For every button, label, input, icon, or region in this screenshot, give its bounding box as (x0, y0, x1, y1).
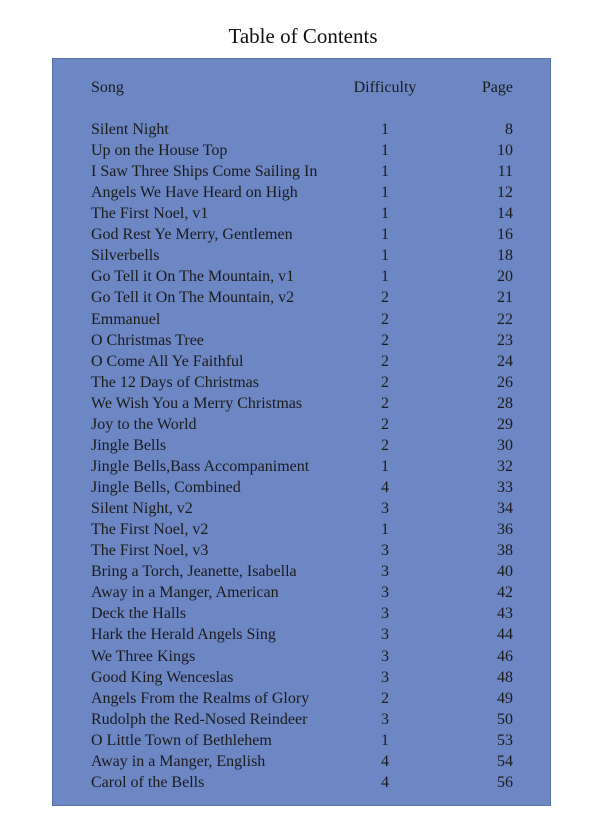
page-number: 23 (497, 331, 513, 349)
difficulty-value: 1 (381, 521, 389, 539)
page-number: 50 (497, 710, 513, 728)
song-title: Joy to the World (91, 415, 197, 433)
table-row (53, 477, 550, 498)
difficulty-value: 4 (381, 773, 389, 791)
difficulty-value: 2 (381, 352, 389, 370)
page-number: 34 (497, 500, 513, 518)
page-number: 32 (497, 457, 513, 475)
table-row (53, 372, 550, 393)
table-row (53, 456, 550, 477)
song-title: The First Noel, v1 (91, 205, 209, 223)
table-row (53, 646, 550, 667)
song-title: Silent Night, v2 (91, 500, 193, 518)
song-title: O Little Town of Bethlehem (91, 731, 272, 749)
table-row (53, 203, 550, 224)
song-title: Go Tell it On The Mountain, v2 (91, 289, 295, 307)
song-title: Up on the House Top (91, 142, 228, 160)
table-row (53, 709, 550, 730)
difficulty-value: 3 (381, 647, 389, 665)
song-title: The First Noel, v2 (91, 521, 209, 539)
difficulty-value: 1 (381, 268, 389, 286)
table-row (53, 540, 550, 561)
page-number: 29 (497, 415, 513, 433)
song-title: The First Noel, v3 (91, 542, 209, 560)
song-title: Rudolph the Red-Nosed Reindeer (91, 710, 308, 728)
table-row (53, 224, 550, 245)
page-number: 48 (497, 668, 513, 686)
page-number: 44 (497, 626, 513, 644)
table-row (53, 161, 550, 182)
page-number: 43 (497, 605, 513, 623)
difficulty-value: 2 (381, 331, 389, 349)
song-title: Jingle Bells, Combined (91, 479, 241, 497)
table-row (53, 772, 550, 793)
table-row (53, 414, 550, 435)
difficulty-value: 2 (381, 289, 389, 307)
table-row (53, 287, 550, 308)
song-title: Away in a Manger, English (91, 752, 266, 770)
page-number: 24 (497, 352, 513, 370)
page-number: 8 (505, 121, 513, 138)
page-number: 36 (497, 521, 513, 539)
difficulty-value: 3 (381, 668, 389, 686)
table-row (53, 435, 550, 456)
table-row (53, 688, 550, 709)
table-row (53, 730, 550, 751)
page-number: 12 (497, 184, 513, 202)
song-title: We Three Kings (91, 647, 196, 665)
table-row (53, 309, 550, 330)
difficulty-value: 4 (381, 752, 389, 770)
difficulty-value: 3 (381, 500, 389, 518)
song-title: Hark the Herald Angels Sing (91, 626, 276, 644)
difficulty-value: 1 (381, 184, 389, 202)
difficulty-value: 3 (381, 626, 389, 644)
page-number: 54 (497, 752, 513, 770)
difficulty-value: 3 (381, 710, 389, 728)
song-title: Jingle Bells,Bass Accompaniment (91, 457, 310, 475)
song-title: Silverbells (91, 247, 160, 265)
difficulty-value: 1 (381, 121, 389, 138)
difficulty-value: 3 (381, 584, 389, 602)
page-number: 11 (497, 163, 513, 181)
difficulty-value: 2 (381, 394, 389, 412)
table-row (53, 498, 550, 519)
difficulty-value: 3 (381, 542, 389, 560)
table-row (53, 182, 550, 203)
song-title: Go Tell it On The Mountain, v1 (91, 268, 295, 286)
page-column-header: Page (481, 79, 513, 96)
song-column-header: Song (91, 79, 124, 96)
song-title: I Saw Three Ships Come Sailing In (91, 163, 318, 181)
difficulty-value: 1 (381, 457, 389, 475)
difficulty-value: 1 (381, 226, 389, 244)
page-number: 38 (497, 542, 513, 560)
table-row (53, 519, 550, 540)
table-row (53, 582, 550, 603)
table-row (53, 561, 550, 582)
song-title: O Christmas Tree (91, 331, 204, 349)
song-title: Away in a Manger, American (91, 584, 279, 602)
difficulty-value: 2 (381, 415, 389, 433)
page-number: 22 (497, 310, 513, 328)
difficulty-value: 3 (381, 605, 389, 623)
difficulty-value: 1 (381, 163, 389, 181)
page-number: 26 (497, 373, 513, 391)
page-number: 14 (497, 205, 513, 223)
page-number: 33 (497, 479, 513, 497)
song-title: Emmanuel (91, 310, 161, 328)
difficulty-value: 2 (381, 310, 389, 328)
difficulty-value: 2 (381, 436, 389, 454)
page-number: 28 (497, 394, 513, 412)
difficulty-value: 3 (381, 563, 389, 581)
page-title: Table of Contents (228, 24, 378, 48)
difficulty-value: 2 (381, 689, 389, 707)
song-title: Jingle Bells (91, 436, 167, 454)
song-title: Silent Night (91, 121, 169, 138)
page-number: 21 (497, 289, 513, 307)
page-number: 18 (497, 247, 513, 265)
difficulty-value: 4 (381, 479, 389, 497)
page-number: 42 (497, 584, 513, 602)
contents-table (52, 58, 551, 806)
song-title: Angels We Have Heard on High (91, 184, 298, 202)
table-row (53, 330, 550, 351)
table-row (53, 393, 550, 414)
table-row (53, 603, 550, 624)
table-row (53, 624, 550, 645)
page-number: 53 (497, 731, 513, 749)
page-number: 16 (497, 226, 513, 244)
table-row (53, 751, 550, 772)
song-title: God Rest Ye Merry, Gentlemen (91, 226, 293, 244)
difficulty-value: 1 (381, 731, 389, 749)
page-number: 56 (497, 773, 513, 791)
table-row (53, 119, 550, 140)
song-title: Good King Wenceslas (91, 668, 234, 686)
difficulty-value: 1 (381, 205, 389, 223)
difficulty-column-header: Difficulty (353, 79, 417, 96)
table-header (53, 77, 550, 98)
table-row (53, 351, 550, 372)
page-number: 46 (497, 647, 513, 665)
song-title: Deck the Halls (91, 605, 187, 623)
song-title: Carol of the Bells (91, 773, 205, 791)
page-number: 49 (497, 689, 513, 707)
song-title: The 12 Days of Christmas (91, 373, 259, 391)
page-number: 40 (497, 563, 513, 581)
table-row (53, 667, 550, 688)
difficulty-value: 1 (381, 247, 389, 265)
page-number: 20 (497, 268, 513, 286)
song-title: We Wish You a Merry Christmas (91, 394, 303, 412)
song-title: Bring a Torch, Jeanette, Isabella (91, 563, 297, 581)
page-number: 30 (497, 436, 513, 454)
page-number: 10 (497, 142, 513, 160)
table-row (53, 266, 550, 287)
song-title: Angels From the Realms of Glory (91, 689, 310, 707)
table-row (53, 245, 550, 266)
difficulty-value: 1 (381, 142, 389, 160)
table-row (53, 140, 550, 161)
difficulty-value: 2 (381, 373, 389, 391)
song-title: O Come All Ye Faithful (91, 352, 244, 370)
